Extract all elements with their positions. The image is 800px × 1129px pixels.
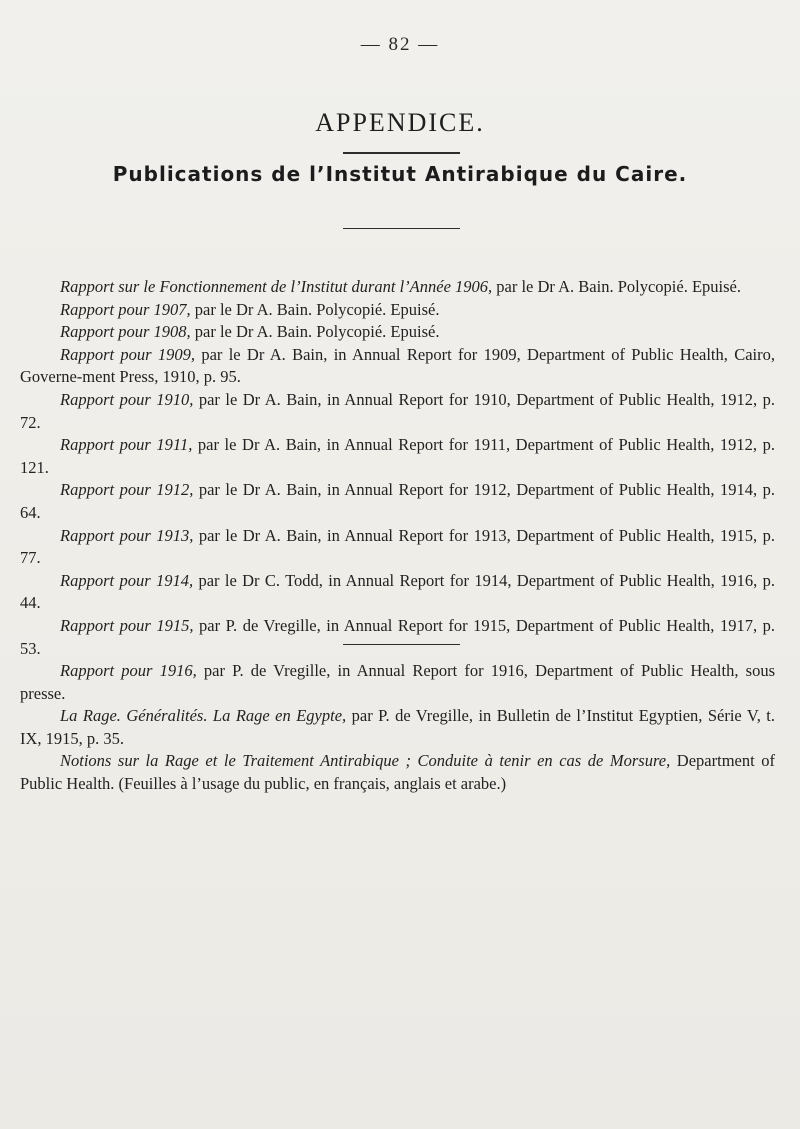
- entry-details: par le Dr C. Todd, in Annual Report for 1914, Department of Public Health, 1916, p. 44.: [20, 570, 775, 613]
- publication-entry: [20, 570, 775, 615]
- publication-entry: [20, 525, 775, 570]
- publication-entry: [20, 389, 775, 434]
- entry-title: Rapport pour 1912,: [60, 480, 194, 500]
- entry-details: par P. de Vregille, in Annual Report for 1916, Department of Public Health, sous presse.: [20, 661, 775, 703]
- publication-entry: [20, 479, 775, 524]
- publication-entry: [20, 705, 775, 750]
- entry-title: Rapport pour 1909,: [60, 344, 196, 364]
- entry-details: par le Dr A. Bain, in Annual Report for 1909, Department of Public Health, Cairo, Governe-ment Press, 1910, p. 95.: [20, 344, 775, 387]
- divider-rule: [343, 152, 460, 154]
- entry-details: par le Dr A. Bain, in Annual Report for 1912, Department of Public Health, 1914, p. 64.: [20, 480, 775, 522]
- divider-rule: [343, 644, 460, 645]
- publication-entry: [20, 321, 775, 344]
- publication-entry: [20, 434, 775, 479]
- divider-rule: [343, 228, 460, 229]
- entry-title: Rapport pour 1913,: [60, 525, 194, 545]
- entry-details: par le Dr A. Bain, in Annual Report for 1910, Department of Public Health, 1912, p. 72.: [20, 389, 775, 432]
- publication-entry: [20, 344, 775, 389]
- entry-title: Rapport pour 1910,: [60, 389, 194, 409]
- section-title: Publications de l’Institut Antirabique du Caire.: [112, 162, 688, 186]
- entry-details: par P. de Vregille, in Bulletin de l’Institut Egyptien, Série V, t. IX, 1915, p. 35.: [20, 706, 775, 748]
- entry-title: La Rage. Généralités. La Rage en Egypte,: [60, 706, 347, 726]
- entry-details: par le Dr A. Bain. Polycopié. Epuisé.: [190, 322, 440, 342]
- publication-list: [20, 276, 775, 796]
- appendix-title: APPENDICE.: [315, 108, 485, 137]
- publication-entry: [20, 276, 775, 299]
- publication-entry: [20, 750, 775, 795]
- entry-title: Rapport sur le Fonctionnement de l’Institut durant l’Année 1906,: [60, 277, 493, 296]
- publication-entry: [20, 299, 775, 322]
- entry-title: Notions sur la Rage et le Traitement Antirabique ; Conduite à tenir en cas de Morsure,: [60, 751, 671, 771]
- entry-title: Rapport pour 1915,: [60, 615, 194, 635]
- entry-details: Department of Public Health. (Feuilles à l’usage du public, en français, anglais et arabe.): [20, 751, 775, 794]
- entry-title: Rapport pour 1916,: [60, 661, 197, 681]
- entry-details: par le Dr A. Bain, in Annual Report for 1913, Department of Public Health, 1915, p. 77.: [20, 525, 775, 568]
- entry-details: par le Dr A. Bain. Polycopié. Epuisé.: [190, 299, 440, 319]
- publication-entry: [20, 660, 775, 705]
- entry-title: Rapport pour 1914,: [60, 570, 194, 590]
- publication-entry: [20, 615, 775, 660]
- entry-title: Rapport pour 1911,: [60, 435, 193, 455]
- page-number: — 82 —: [360, 34, 440, 55]
- entry-details: par le Dr A. Bain. Polycopié. Epuisé.: [492, 277, 741, 296]
- entry-title: Rapport pour 1908,: [60, 322, 191, 342]
- entry-details: par le Dr A. Bain, in Annual Report for 1911, Department of Public Health, 1912, p. 121.: [20, 435, 775, 477]
- entry-title: Rapport pour 1907,: [60, 299, 191, 319]
- entry-details: par P. de Vregille, in Annual Report for 1915, Department of Public Health, 1917, p. 53.: [20, 615, 775, 658]
